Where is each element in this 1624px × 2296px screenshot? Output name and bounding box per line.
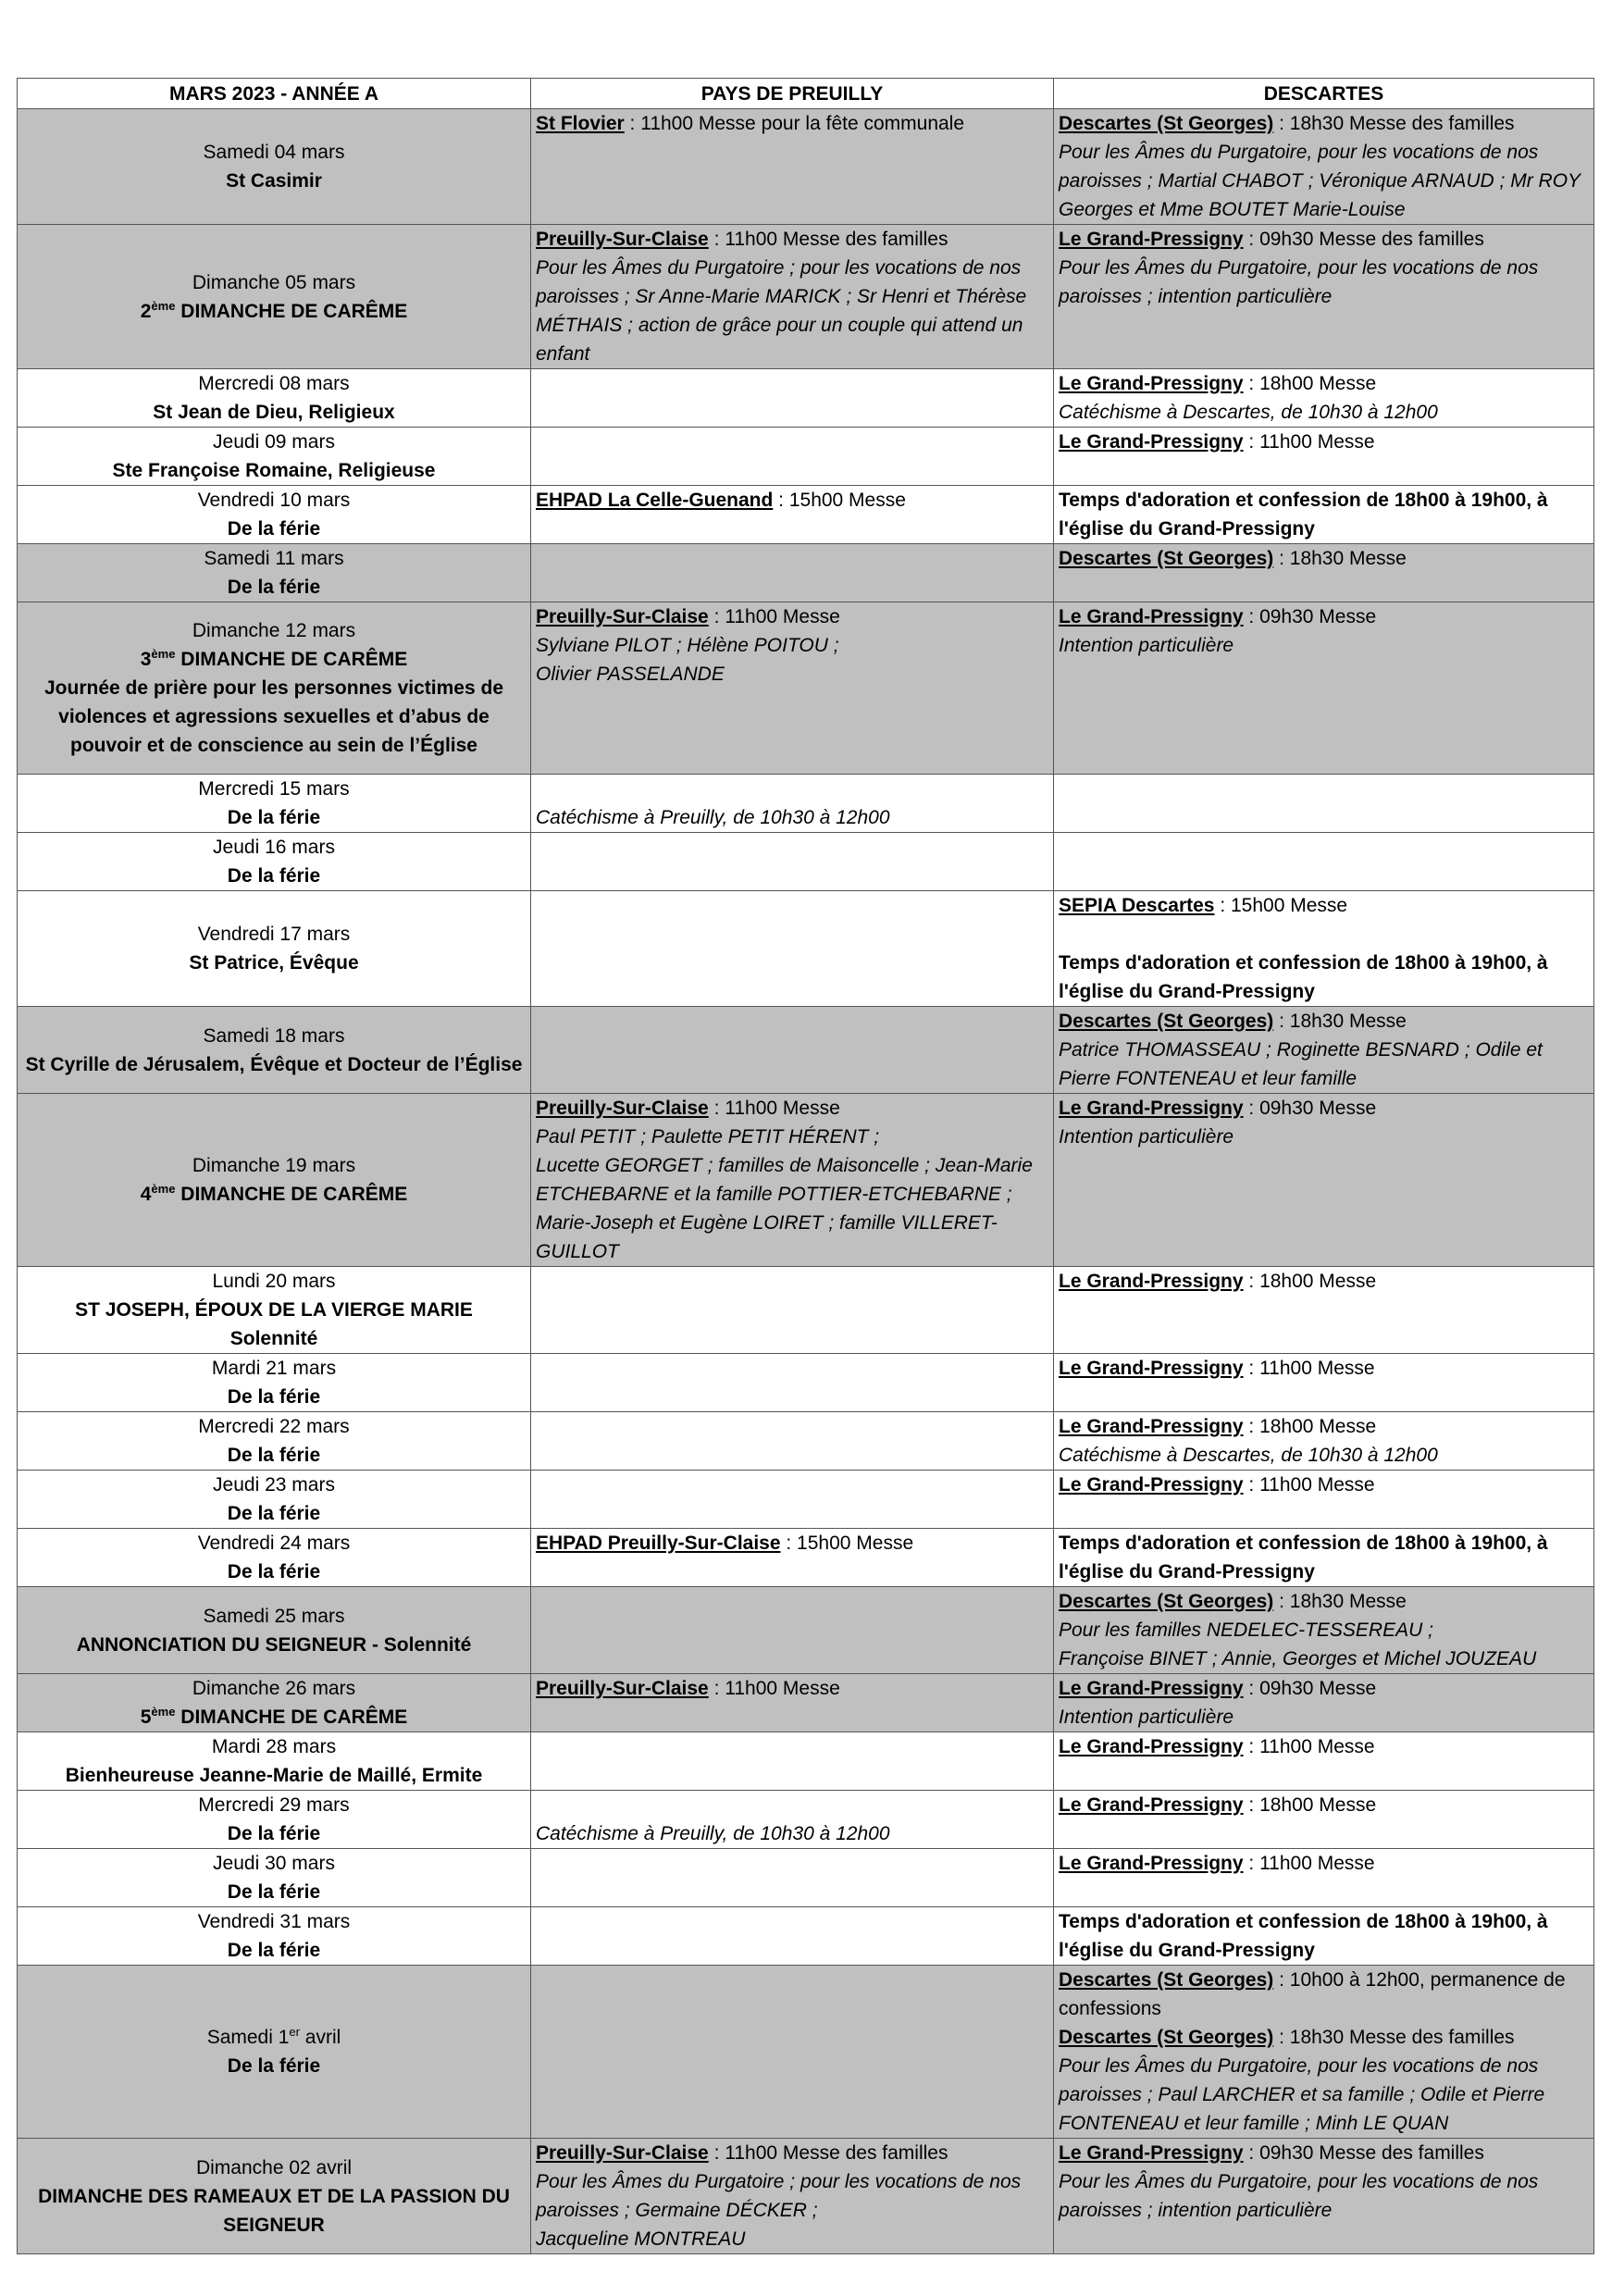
day-label: Vendredi 10 mars — [197, 490, 351, 511]
mass-text: : 18h30 Messe des familles — [1273, 2027, 1515, 2048]
liturgy-name: 4ème DIMANCHE DE CARÊME — [140, 1182, 408, 1205]
descartes-cell — [1054, 1732, 1594, 1791]
liturgy-name: Ste Françoise Romaine, Religieuse — [112, 460, 436, 481]
header-date: MARS 2023 - ANNÉE A — [18, 79, 531, 109]
descartes-cell — [1054, 225, 1594, 369]
table-row — [18, 1354, 1594, 1412]
location-link[interactable]: Le Grand-Pressigny — [1059, 1736, 1244, 1757]
day-label: Samedi 25 mars — [203, 1605, 345, 1627]
adoration-note: Temps d'adoration et confession de 18h00 à 19h00, à l'église du Grand-Pressigny — [1059, 952, 1548, 1002]
intentions: Intention particulière — [1059, 635, 1234, 656]
liturgy-name: 3ème DIMANCHE DE CARÊME — [140, 647, 408, 670]
preuilly-cell — [531, 1267, 1054, 1354]
intentions: Pour les Âmes du Purgatoire, pour les vocations de nos paroisses ; intention particulière — [1059, 2171, 1539, 2221]
liturgy-name: 5ème DIMANCHE DE CARÊME — [140, 1705, 408, 1728]
descartes-cell — [1054, 1354, 1594, 1412]
day-label: Mardi 28 mars — [211, 1736, 337, 1757]
location-link[interactable]: Le Grand-Pressigny — [1059, 1098, 1244, 1119]
header-descartes: DESCARTES — [1054, 79, 1594, 109]
preuilly-cell — [531, 1007, 1054, 1094]
intentions: Patrice THOMASSEAU ; Roginette BESNARD ; Odile et Pierre FONTENEAU et leur famille — [1059, 1039, 1543, 1089]
preuilly-cell — [531, 1529, 1054, 1587]
mass-text: : 11h00 Messe — [1243, 1358, 1375, 1379]
date-cell — [18, 369, 531, 428]
catechism-note: Catéchisme à Preuilly, de 10h30 à 12h00 — [536, 1823, 890, 1844]
table-row — [18, 1732, 1594, 1791]
liturgy-name: ST JOSEPH, ÉPOUX DE LA VIERGE MARIE — [75, 1299, 473, 1321]
date-cell — [18, 486, 531, 544]
location-link[interactable]: Le Grand-Pressigny — [1059, 1358, 1244, 1379]
day-label: Dimanche 26 mars — [192, 1678, 356, 1699]
descartes-cell — [1054, 775, 1594, 833]
date-cell — [18, 1529, 531, 1587]
table-row — [18, 1471, 1594, 1529]
location-link[interactable]: Preuilly-Sur-Claise — [536, 606, 709, 627]
mass-text: : 09h30 Messe — [1243, 606, 1377, 627]
day-label: Mercredi 22 mars — [198, 1416, 350, 1437]
date-cell — [18, 428, 531, 486]
location-link[interactable]: Descartes (St Georges) — [1059, 113, 1274, 134]
location-link[interactable]: Le Grand-Pressigny — [1059, 373, 1244, 394]
preuilly-cell — [531, 1732, 1054, 1791]
location-link[interactable]: Preuilly-Sur-Claise — [536, 1678, 709, 1699]
location-link[interactable]: EHPAD Preuilly-Sur-Claise — [536, 1533, 781, 1554]
table-row — [18, 1791, 1594, 1849]
mass-text: : 15h00 Messe — [1214, 895, 1348, 916]
descartes-cell — [1054, 428, 1594, 486]
mass-text: : 09h30 Messe des familles — [1243, 2142, 1484, 2164]
mass-text: : 18h00 Messe — [1243, 1794, 1377, 1816]
intentions: Pour les Âmes du Purgatoire, pour les vocations de nos paroisses ; intention particulière — [1059, 257, 1539, 307]
liturgy-name: De la férie — [227, 577, 321, 598]
descartes-cell — [1054, 1094, 1594, 1267]
location-link[interactable]: Preuilly-Sur-Claise — [536, 1098, 709, 1119]
descartes-cell — [1054, 1791, 1594, 1849]
location-link[interactable]: Le Grand-Pressigny — [1059, 229, 1244, 250]
preuilly-cell — [531, 891, 1054, 1007]
date-cell — [18, 109, 531, 225]
table-row — [18, 891, 1594, 1007]
descartes-cell — [1054, 486, 1594, 544]
location-link[interactable]: Le Grand-Pressigny — [1059, 606, 1244, 627]
mass-text: : 11h00 Messe — [1243, 1736, 1375, 1757]
descartes-cell — [1054, 1966, 1594, 2139]
table-row — [18, 544, 1594, 602]
mass-text: : 18h30 Messe des familles — [1273, 113, 1515, 134]
liturgy-name: De la férie — [227, 1503, 321, 1524]
descartes-cell — [1054, 1849, 1594, 1907]
location-link[interactable]: Preuilly-Sur-Claise — [536, 229, 709, 250]
mass-text: : 11h00 Messe pour la fête communale — [624, 113, 965, 134]
intentions: Françoise BINET ; Annie, Georges et Michel JOUZEAU — [1059, 1648, 1537, 1669]
intentions: Pour les Âmes du Purgatoire ; pour les vocations de nos paroisses ; Germaine DÉCKER ; — [536, 2171, 1022, 2221]
descartes-cell — [1054, 891, 1594, 1007]
table-row — [18, 1966, 1594, 2139]
preuilly-cell — [531, 1907, 1054, 1966]
date-cell — [18, 891, 531, 1007]
preuilly-cell — [531, 369, 1054, 428]
day-label: Vendredi 24 mars — [197, 1533, 351, 1554]
descartes-cell — [1054, 1267, 1594, 1354]
location-link[interactable]: St Flovier — [536, 113, 625, 134]
preuilly-cell — [531, 833, 1054, 891]
descartes-cell — [1054, 109, 1594, 225]
mass-text: : 09h30 Messe — [1243, 1678, 1377, 1699]
descartes-cell — [1054, 369, 1594, 428]
mass-text: : 18h30 Messe — [1273, 1591, 1407, 1612]
date-cell — [18, 1267, 531, 1354]
mass-text: : 15h00 Messe — [773, 490, 906, 511]
liturgy-name: De la férie — [227, 1881, 321, 1903]
location-link[interactable]: Le Grand-Pressigny — [1059, 1474, 1244, 1496]
preuilly-cell — [531, 2139, 1054, 2254]
liturgy-name: ANNONCIATION DU SEIGNEUR - Solennité — [76, 1633, 472, 1656]
mass-text: : 11h00 Messe — [708, 1678, 840, 1699]
intentions: Paul PETIT ; Paulette PETIT HÉRENT ; — [536, 1126, 880, 1148]
catechism-note: Catéchisme à Preuilly, de 10h30 à 12h00 — [536, 807, 890, 828]
liturgy-name: De la férie — [227, 1823, 321, 1844]
table-row — [18, 1587, 1594, 1674]
confession-text: : 10h00 à 12h00, permanence de confessions — [1059, 1969, 1566, 2019]
day-label: Samedi 04 mars — [203, 142, 345, 163]
preuilly-cell — [531, 1849, 1054, 1907]
mass-text: : 18h00 Messe — [1243, 373, 1377, 394]
preuilly-cell — [531, 602, 1054, 775]
day-label: Dimanche 19 mars — [192, 1155, 356, 1176]
intentions: Pour les Âmes du Purgatoire ; pour les vocations de nos paroisses ; Sr Anne-Marie MARICK ; Sr Henri et Thérèse MÉTHAIS ; action de grâce pour un couple qui attend un enfant — [536, 257, 1027, 365]
preuilly-cell — [531, 486, 1054, 544]
liturgy-name: St Cyrille de Jérusalem, Évêque et Docteur de l’Église — [25, 1053, 523, 1075]
date-cell — [18, 833, 531, 891]
descartes-cell — [1054, 1007, 1594, 1094]
preuilly-cell — [531, 775, 1054, 833]
schedule-table — [17, 78, 1594, 2254]
table-row — [18, 1849, 1594, 1907]
liturgy-name: De la férie — [227, 2055, 321, 2077]
mass-text: : 11h00 Messe — [1243, 1853, 1375, 1874]
liturgy-name: DIMANCHE DES RAMEAUX ET DE LA PASSION DU SEIGNEUR — [38, 2185, 510, 2236]
descartes-cell — [1054, 1587, 1594, 1674]
preuilly-cell — [531, 1966, 1054, 2139]
location-link[interactable]: Descartes (St Georges) — [1059, 1969, 1274, 1991]
table-row — [18, 833, 1594, 891]
catechism-note: Catéchisme à Descartes, de 10h30 à 12h00 — [1059, 1445, 1438, 1466]
adoration-note: Temps d'adoration et confession de 18h00 à 19h00, à l'église du Grand-Pressigny — [1059, 1911, 1548, 1961]
date-cell — [18, 1966, 531, 2139]
liturgy-name: St Patrice, Évêque — [189, 952, 359, 974]
date-cell — [18, 1412, 531, 1471]
location-link[interactable]: Descartes (St Georges) — [1059, 1011, 1274, 1032]
table-row — [18, 225, 1594, 369]
descartes-cell — [1054, 602, 1594, 775]
preuilly-cell — [531, 109, 1054, 225]
intentions: Olivier PASSELANDE — [536, 664, 725, 685]
mass-text: : 11h00 Messe — [708, 1098, 840, 1119]
location-link[interactable]: Descartes (St Georges) — [1059, 2027, 1274, 2048]
date-cell — [18, 1587, 531, 1674]
date-cell — [18, 1907, 531, 1966]
date-cell — [18, 1354, 531, 1412]
liturgy-name: St Jean de Dieu, Religieux — [153, 402, 395, 423]
table-row — [18, 109, 1594, 225]
preuilly-cell — [531, 544, 1054, 602]
location-link[interactable]: Le Grand-Pressigny — [1059, 2142, 1244, 2164]
liturgy-name: De la férie — [227, 1386, 321, 1408]
location-link[interactable]: Descartes (St Georges) — [1059, 1591, 1274, 1612]
day-label: Jeudi 30 mars — [213, 1853, 335, 1874]
intentions: Pour les Âmes du Purgatoire, pour les vocations de nos paroisses ; Martial CHABOT ; Véronique ARNAUD ; Mr ROY Georges et Mme BOUTET Marie-Louise — [1059, 142, 1581, 220]
preuilly-cell — [531, 1471, 1054, 1529]
day-label: Dimanche 05 mars — [192, 271, 356, 293]
table-row — [18, 1907, 1594, 1966]
mass-text: : 18h30 Messe — [1273, 548, 1407, 569]
date-cell — [18, 2139, 531, 2254]
table-row — [18, 1094, 1594, 1267]
mass-text: : 18h00 Messe — [1243, 1416, 1377, 1437]
table-row — [18, 1412, 1594, 1471]
table-row — [18, 486, 1594, 544]
day-label: Mercredi 15 mars — [198, 778, 350, 800]
mass-text: : 15h00 Messe — [780, 1533, 914, 1554]
location-link[interactable]: EHPAD La Celle-Guenand — [536, 490, 774, 511]
location-link[interactable]: Preuilly-Sur-Claise — [536, 2142, 709, 2164]
day-label: Samedi 11 mars — [204, 548, 344, 569]
date-cell — [18, 544, 531, 602]
liturgy-name: De la férie — [227, 1940, 321, 1961]
day-label: Mercredi 08 mars — [198, 373, 350, 394]
descartes-cell — [1054, 1471, 1594, 1529]
preuilly-cell — [531, 1587, 1054, 1674]
day-label: Jeudi 16 mars — [213, 837, 335, 858]
intentions: Intention particulière — [1059, 1126, 1234, 1148]
date-cell — [18, 1732, 531, 1791]
mass-text: : 11h00 Messe des familles — [708, 2142, 948, 2164]
adoration-note: Temps d'adoration et confession de 18h00 à 19h00, à l'église du Grand-Pressigny — [1059, 1533, 1548, 1582]
location-link[interactable]: Descartes (St Georges) — [1059, 548, 1274, 569]
location-link[interactable]: Le Grand-Pressigny — [1059, 1794, 1244, 1816]
liturgy-name: De la férie — [227, 865, 321, 887]
table-row — [18, 1529, 1594, 1587]
table-row — [18, 428, 1594, 486]
preuilly-cell — [531, 1354, 1054, 1412]
liturgy-name: De la férie — [227, 518, 321, 540]
descartes-cell — [1054, 1529, 1594, 1587]
preuilly-cell — [531, 225, 1054, 369]
day-label: Jeudi 23 mars — [213, 1474, 335, 1496]
mass-text: : 11h00 Messe des familles — [708, 229, 948, 250]
mass-text: : 18h30 Messe — [1273, 1011, 1407, 1032]
intentions: Sylviane PILOT ; Hélène POITOU ; — [536, 635, 839, 656]
location-link[interactable]: Le Grand-Pressigny — [1059, 431, 1244, 453]
prayer-day-note: Journée de prière pour les personnes victimes de violences et agressions sexuelles et d’abus de pouvoir et de conscience au sein de l’Église — [43, 677, 503, 756]
mass-text: : 11h00 Messe — [1243, 1474, 1375, 1496]
day-label: Vendredi 31 mars — [197, 1911, 351, 1932]
day-label: Samedi 1er avril — [206, 2025, 341, 2048]
table-row — [18, 1267, 1594, 1354]
date-cell — [18, 1674, 531, 1732]
location-link[interactable]: Le Grand-Pressigny — [1059, 1416, 1244, 1437]
location-link[interactable]: SEPIA Descartes — [1059, 895, 1215, 916]
date-cell — [18, 1849, 531, 1907]
header-preuilly: PAYS DE PREUILLY — [531, 79, 1054, 109]
date-cell — [18, 602, 531, 775]
descartes-cell — [1054, 544, 1594, 602]
liturgy-name: 2ème DIMANCHE DE CARÊME — [140, 298, 408, 322]
location-link[interactable]: Le Grand-Pressigny — [1059, 1678, 1244, 1699]
date-cell — [18, 1471, 531, 1529]
liturgy-name: De la férie — [227, 1561, 321, 1582]
mass-text: : 09h30 Messe — [1243, 1098, 1377, 1119]
location-link[interactable]: Le Grand-Pressigny — [1059, 1853, 1244, 1874]
day-label: Vendredi 17 mars — [197, 924, 351, 945]
liturgy-name: St Casimir — [226, 170, 322, 192]
intentions: Jacqueline MONTREAU — [536, 2228, 746, 2250]
table-row — [18, 1674, 1594, 1732]
adoration-note: Temps d'adoration et confession de 18h00 à 19h00, à l'église du Grand-Pressigny — [1059, 490, 1548, 540]
liturgy-name: De la férie — [227, 807, 321, 828]
intentions: Intention particulière — [1059, 1706, 1234, 1728]
day-label: Lundi 20 mars — [212, 1271, 336, 1292]
day-label: Samedi 18 mars — [203, 1024, 345, 1047]
intentions: Pour les familles NEDELEC-TESSEREAU ; — [1059, 1620, 1433, 1641]
table-row — [18, 369, 1594, 428]
day-label: Dimanche 02 avril — [195, 2156, 353, 2178]
table-row — [18, 602, 1594, 775]
solemnity-label: Solennité — [229, 1328, 318, 1349]
descartes-cell — [1054, 833, 1594, 891]
preuilly-cell — [531, 1094, 1054, 1267]
preuilly-cell — [531, 1791, 1054, 1849]
location-link[interactable]: Le Grand-Pressigny — [1059, 1271, 1244, 1292]
liturgy-name: De la férie — [227, 1445, 321, 1466]
mass-text: : 11h00 Messe — [1243, 431, 1375, 453]
intentions: Pour les Âmes du Purgatoire, pour les vocations de nos paroisses ; Paul LARCHER et sa famille ; Odile et Pierre FONTENEAU et leur famille ; Minh LE QUAN — [1059, 2055, 1545, 2134]
date-cell — [18, 1094, 531, 1267]
day-label: Jeudi 09 mars — [213, 431, 335, 453]
preuilly-cell — [531, 1674, 1054, 1732]
mass-text: : 18h00 Messe — [1243, 1271, 1377, 1292]
mass-text: : 11h00 Messe — [708, 606, 840, 627]
date-cell — [18, 1791, 531, 1849]
date-cell — [18, 225, 531, 369]
descartes-cell — [1054, 2139, 1594, 2254]
preuilly-cell — [531, 428, 1054, 486]
day-label: Mardi 21 mars — [211, 1358, 337, 1379]
day-label: Dimanche 12 mars — [192, 620, 356, 641]
date-cell — [18, 1007, 531, 1094]
mass-text: : 09h30 Messe des familles — [1243, 229, 1484, 250]
header-row — [18, 79, 1594, 109]
descartes-cell — [1054, 1412, 1594, 1471]
intentions: Lucette GEORGET ; familles de Maisoncelle ; Jean-Marie ETCHEBARNE et la famille POTTIER-ETCHEBARNE ; Marie-Joseph et Eugène LOIRET ; famille VILLERET-GUILLOT — [536, 1155, 1033, 1262]
table-row — [18, 2139, 1594, 2254]
catechism-note: Catéchisme à Descartes, de 10h30 à 12h00 — [1059, 402, 1438, 423]
descartes-cell — [1054, 1674, 1594, 1732]
liturgy-name: Bienheureuse Jeanne-Marie de Maillé, Ermite — [65, 1765, 483, 1786]
table-row — [18, 775, 1594, 833]
table-row — [18, 1007, 1594, 1094]
preuilly-cell — [531, 1412, 1054, 1471]
day-label: Mercredi 29 mars — [198, 1794, 350, 1816]
descartes-cell — [1054, 1907, 1594, 1966]
date-cell — [18, 775, 531, 833]
